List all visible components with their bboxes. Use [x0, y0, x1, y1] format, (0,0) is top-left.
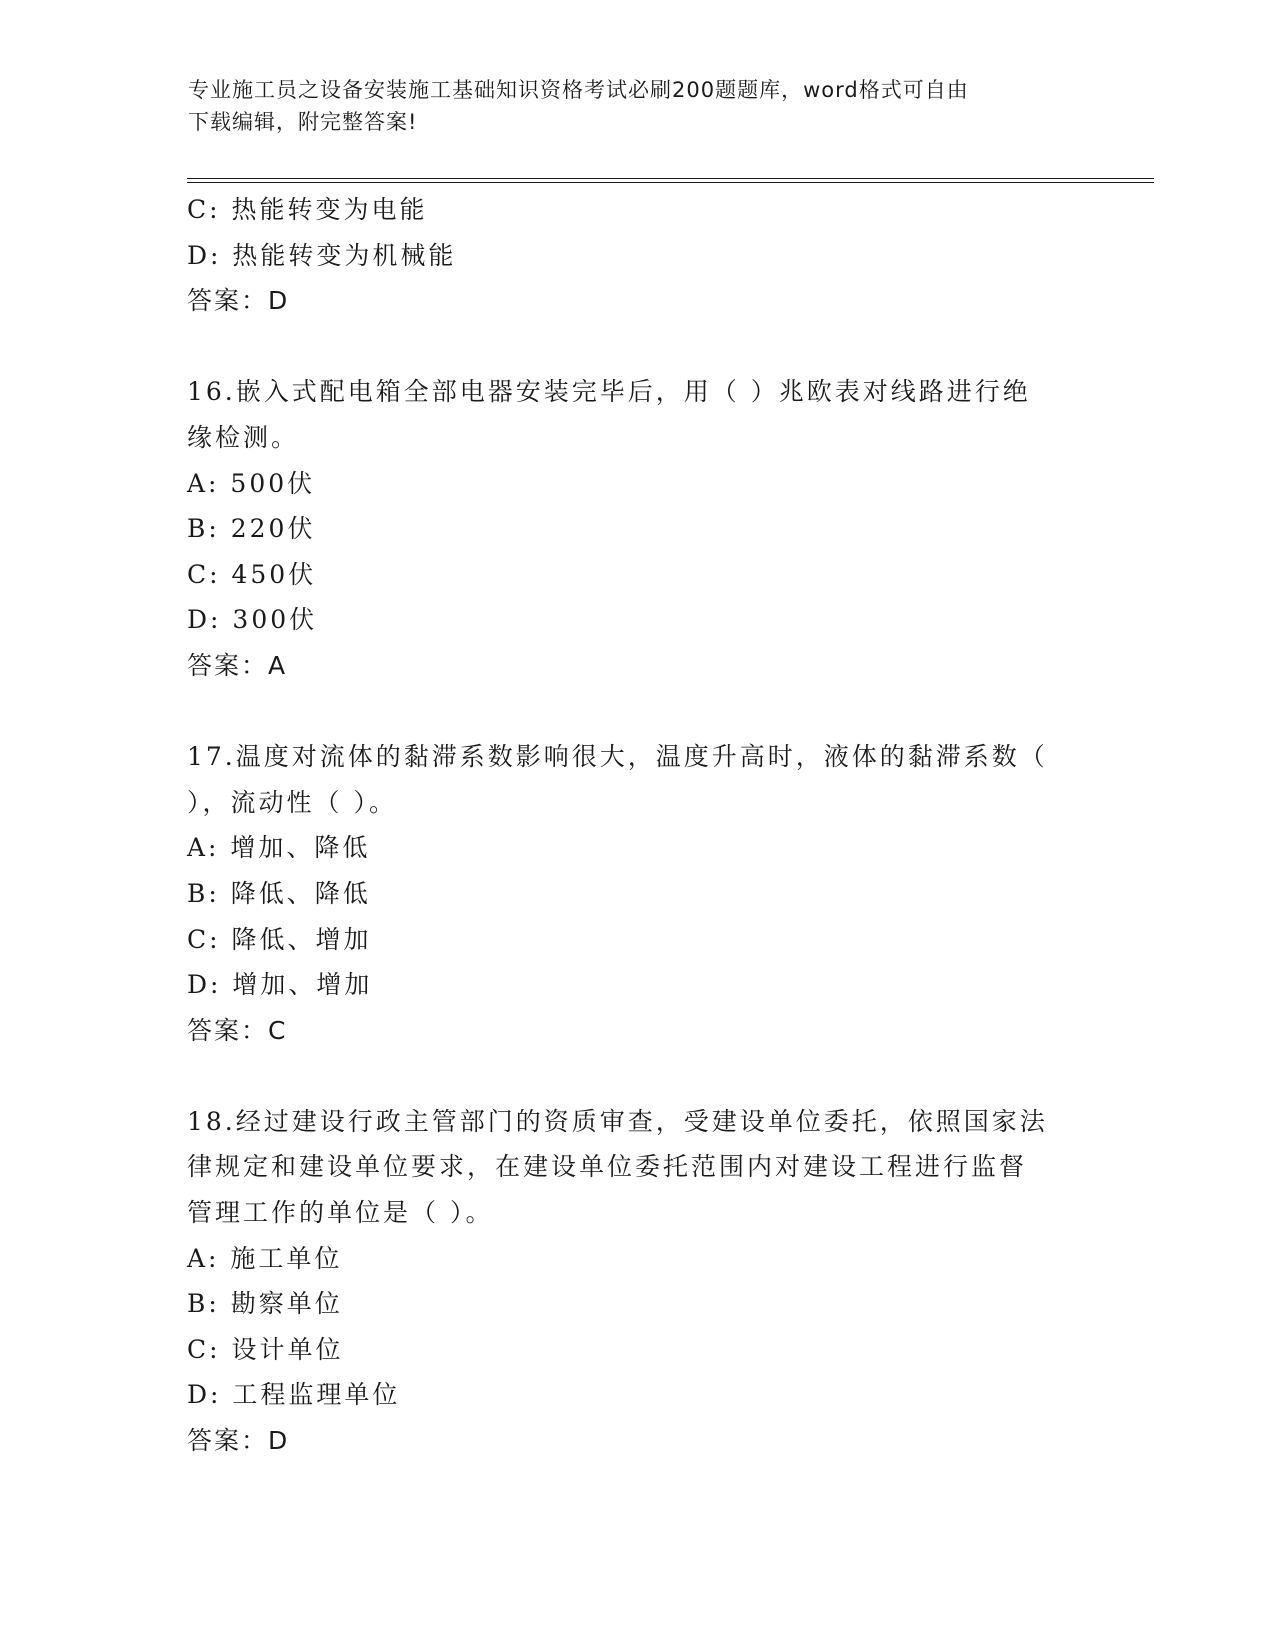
document-header [188, 74, 1088, 138]
question-stem: 17.温度对流体的黏滞系数影响很大，温度升高时，液体的黏滞系数（ [187, 742, 1048, 772]
answer: 答案：A [187, 650, 288, 680]
option-d: D: 热能转变为机械能 [187, 240, 457, 270]
question-17 [187, 734, 1087, 1053]
question-list [187, 187, 1087, 1464]
option-a: A: 500伏 [187, 468, 316, 498]
option-d: D: 增加、增加 [187, 970, 373, 1000]
answer: 答案：C [187, 1015, 288, 1045]
header-divider-bottom [187, 182, 1154, 183]
question-stem: 16.嵌入式配电箱全部电器安装完毕后，用（ ）兆欧表对线路进行绝 [187, 377, 1031, 407]
option-c: C: 热能转变为电能 [187, 195, 428, 224]
question-15-tail [187, 187, 1087, 324]
option-d: D: 300伏 [187, 605, 318, 635]
question-stem: 18.经过建设行政主管部门的资质审查，受建设单位委托，依照国家法 [187, 1106, 1048, 1136]
question-16 [187, 369, 1087, 688]
question-stem: 缘检测。 [187, 422, 300, 452]
question-stem: 管理工作的单位是（ ）。 [187, 1198, 494, 1228]
option-b: B: 220伏 [187, 514, 316, 544]
spacer [187, 689, 1087, 735]
answer: 答案：D [187, 1426, 290, 1456]
header-divider-top [187, 178, 1154, 179]
spacer [187, 1053, 1087, 1099]
option-d: D: 工程监理单位 [187, 1380, 401, 1410]
option-b: B: 降低、降低 [187, 878, 371, 908]
option-a: A: 施工单位 [187, 1243, 343, 1273]
header-line-2: 下载编辑，附完整答案! [188, 110, 418, 134]
option-c: C: 设计单位 [187, 1334, 344, 1364]
option-c: C: 450伏 [187, 559, 317, 589]
option-a: A: 增加、降低 [187, 833, 371, 863]
spacer [187, 324, 1087, 370]
question-stem: ），流动性（ ）。 [187, 787, 397, 817]
option-b: B: 勘察单位 [187, 1289, 343, 1319]
question-18 [187, 1099, 1087, 1464]
question-stem: 律规定和建设单位要求，在建设单位委托范围内对建设工程进行监督 [187, 1152, 1028, 1182]
answer: 答案：D [187, 286, 290, 316]
header-line-1: 专业施工员之设备安装施工基础知识资格考试必刷200题题库，word格式可自由 [188, 78, 969, 102]
option-c: C: 降低、增加 [187, 924, 372, 954]
